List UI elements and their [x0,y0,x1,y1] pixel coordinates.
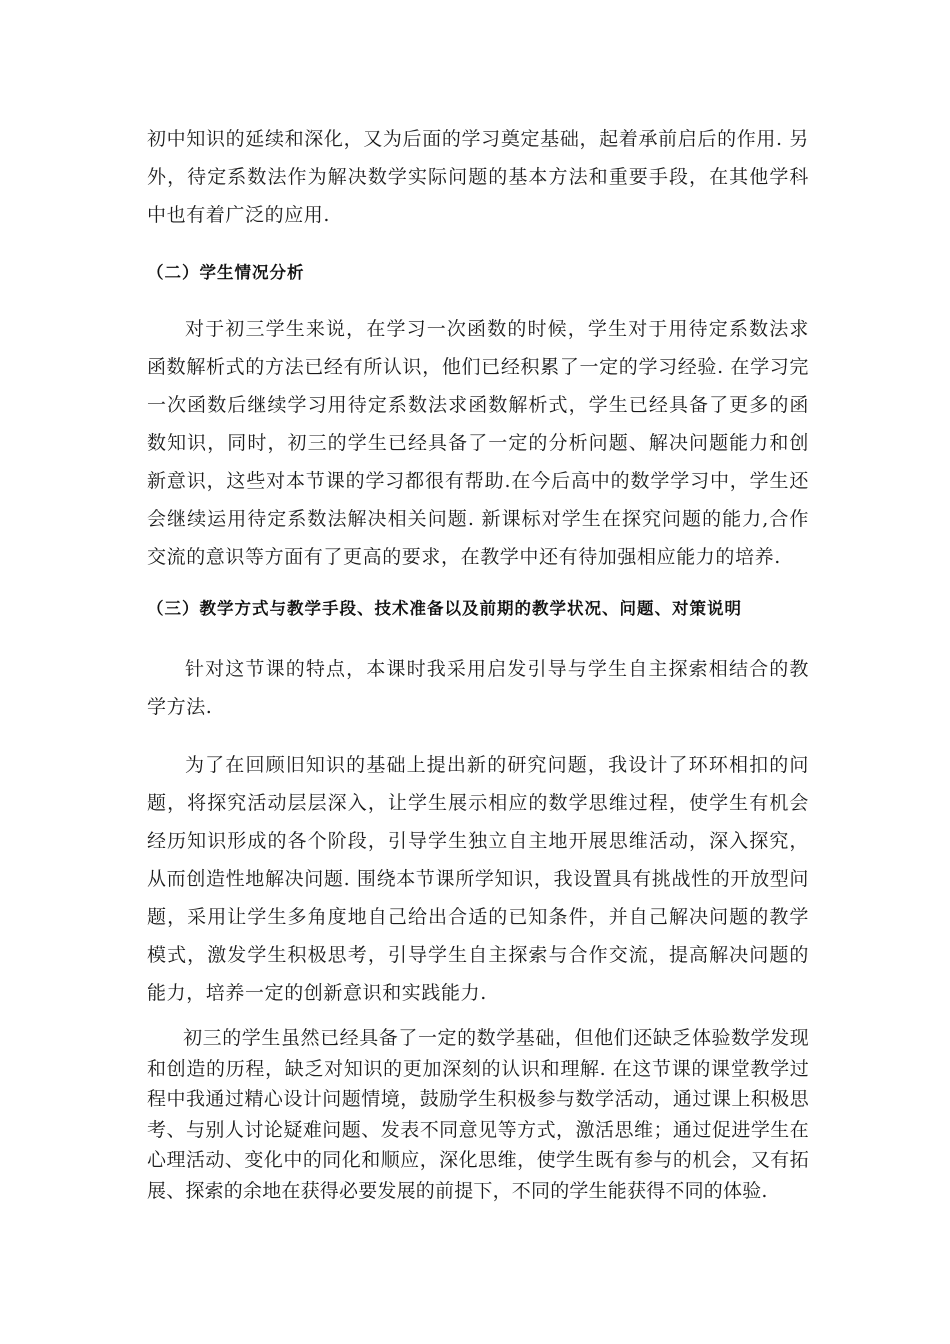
teaching-method-paragraph: 针对这节课的特点，本课时我采用启发引导与学生自主探索相结合的教学方法. [147,658,809,718]
student-experience-paragraph: 初三的学生虽然已经具备了一定的数学基础，但他们还缺乏体验数学发现和创造的历程，缺乏对知识的更加深刻的认识和理解. 在这节课的课堂教学过程中我通过精心设计问题情境，鼓励学生积极参与数学活动，通过课上积极思考、与别人讨论疑难问题、发表不同意见等方式，激活思维；通过促进学生在心理活动、变化中的同化和顺应，深化思维，使学生既有参与的机会，又有拓展、探索的余地在获得必要发展的前提下，不同的学生能获得不同的体验. [147,1027,809,1202]
section-heading-student-analysis: （二）学生情况分析 [147,263,305,282]
student-analysis-paragraph: 对于初三学生来说，在学习一次函数的时候，学生对于用待定系数法求函数解析式的方法已经有所认识，他们已经积累了一定的学习经验. 在学习完一次函数后继续学习用待定系数法求函数解析式，学生已经具备了更多的函数知识，同时，初三的学生已经具备了一定的分析问题、解决问题能力和创新意识，这些对本节课的学习都很有帮助.在今后高中的数学学习中，学生还会继续运用待定系数法解决相关问题. 新课标对学生在探究问题的能力,合作交流的意识等方面有了更高的要求，在教学中还有待加强相应能力的培养. [147,318,809,568]
section-heading-teaching-methods: （三）教学方式与教学手段、技术准备以及前期的教学状况、问题、对策说明 [147,599,742,618]
intro-paragraph: 初中知识的延续和深化，又为后面的学习奠定基础，起着承前启后的作用. 另外，待定系数法作为解决数学实际问题的基本方法和重要手段，在其他学科中也有着广泛的应用. [147,128,809,226]
problem-design-paragraph: 为了在回顾旧知识的基础上提出新的研究问题，我设计了环环相扣的问题，将探究活动层层深入，让学生展示相应的数学思维过程，使学生有机会经历知识形成的各个阶段，引导学生独立自主地开展思维活动，深入探究，从而创造性地解决问题. 围绕本节课所学知识，我设置具有挑战性的开放型问题，采用让学生多角度地自己给出合适的已知条件，并自己解决问题的教学模式，激发学生积极思考，引导学生自主探索与合作交流，提高解决问题的能力，培养一定的创新意识和实践能力. [147,754,809,1004]
